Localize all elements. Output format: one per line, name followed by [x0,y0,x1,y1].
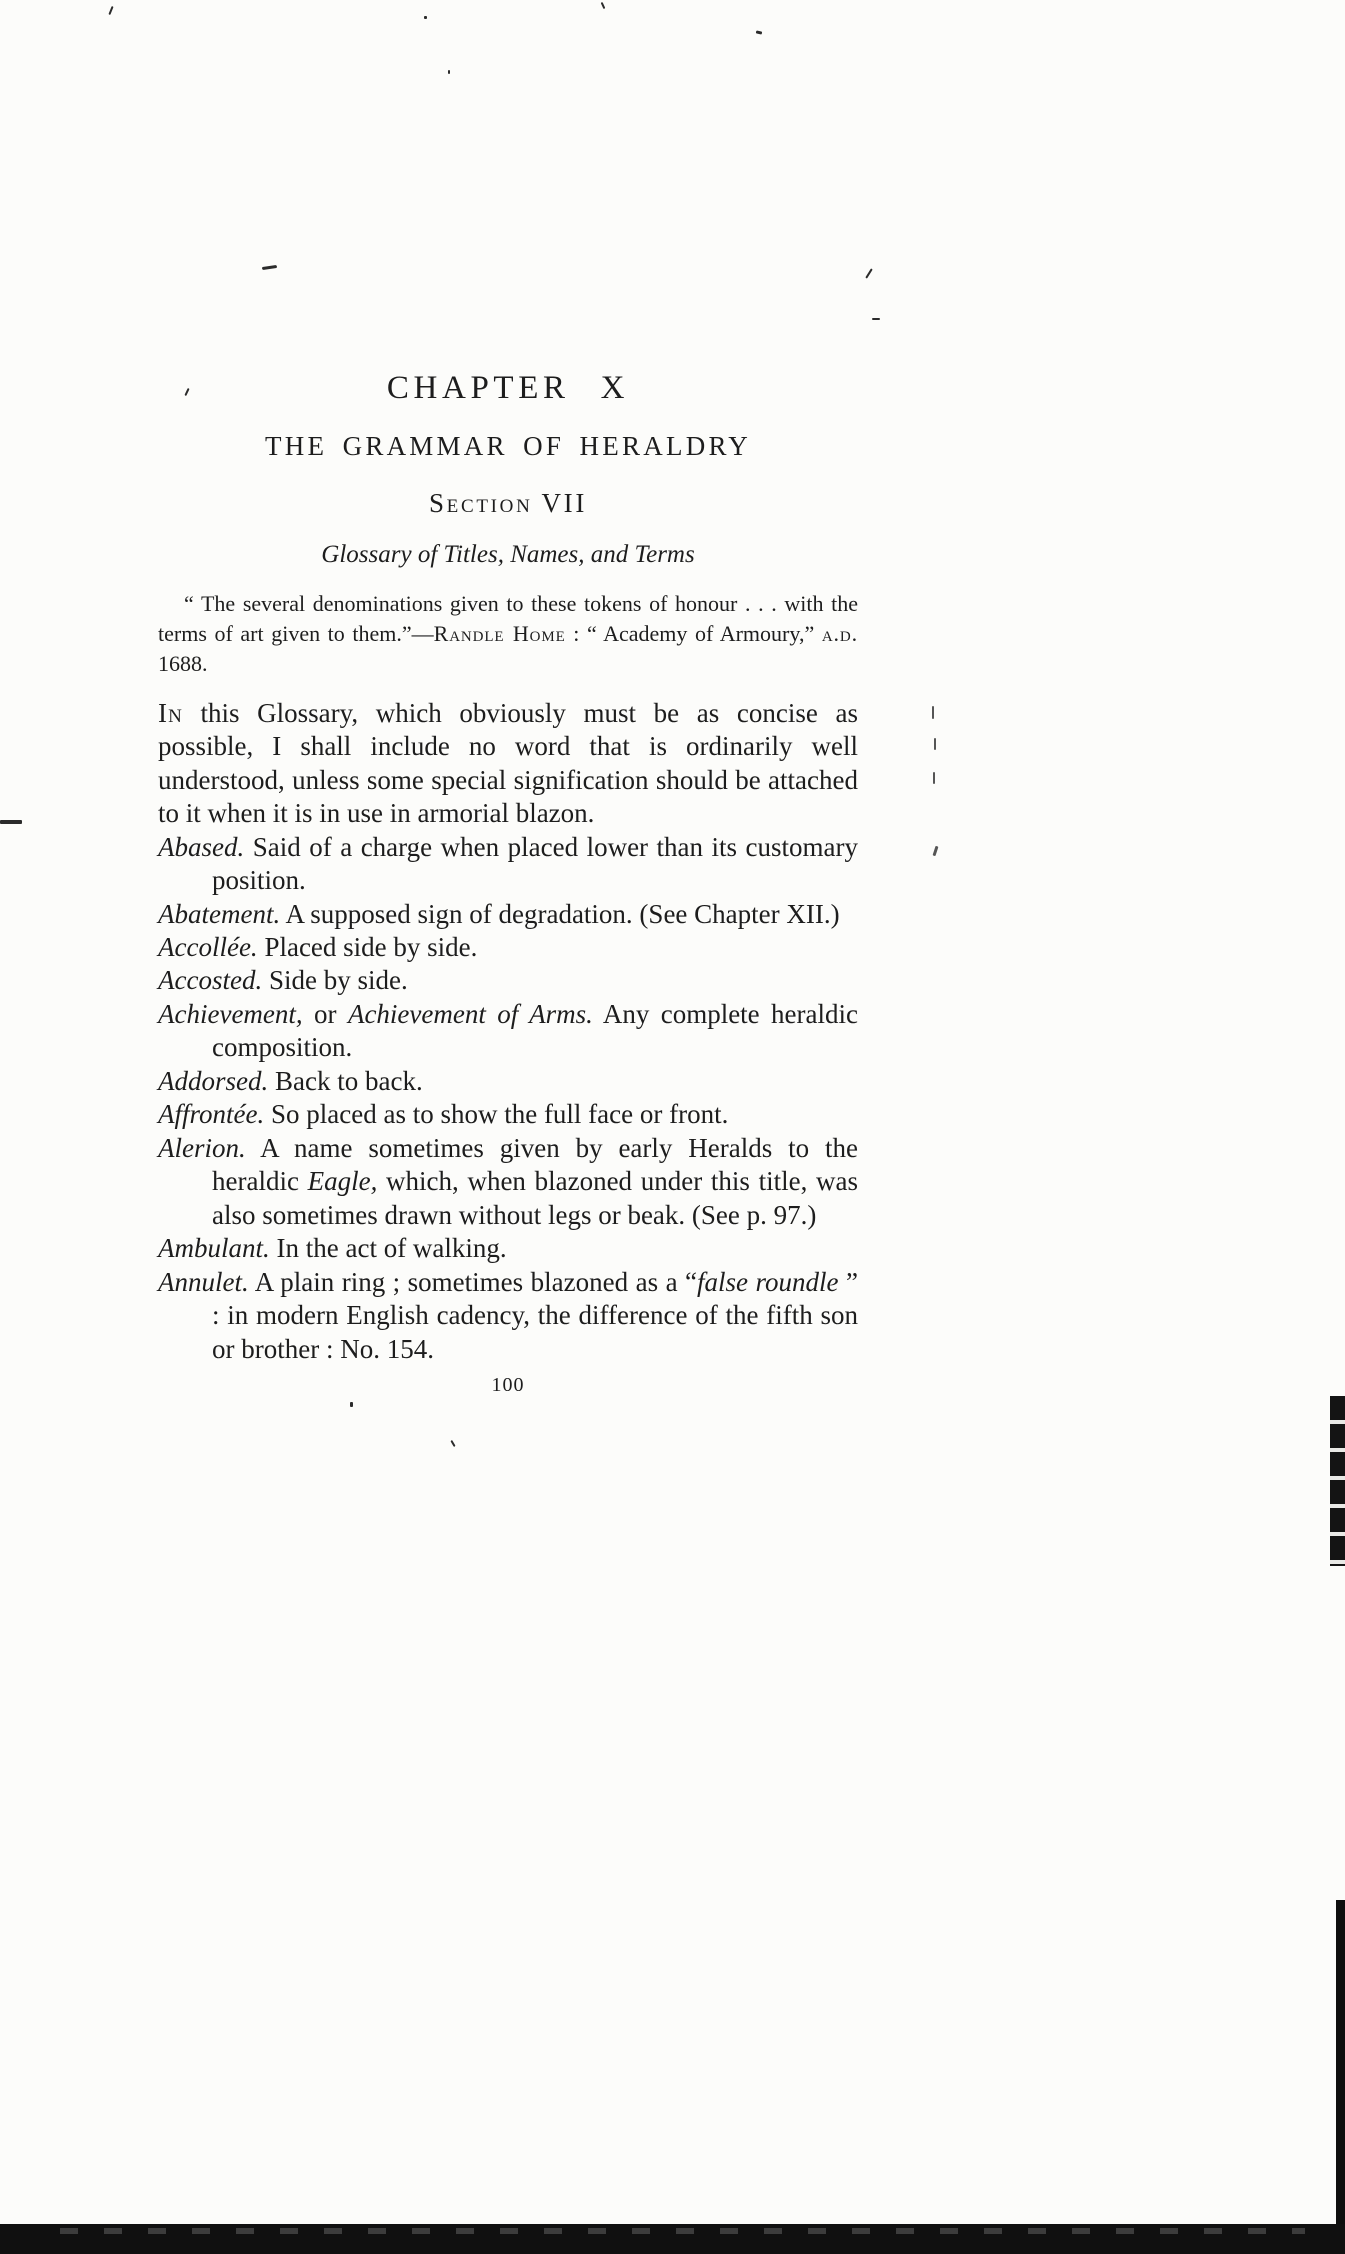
glossary-subtitle: Glossary of Titles, Names, and Terms [321,541,695,568]
italic-text: Accosted. [158,965,263,996]
plain-text: A supposed sign of degradation. (See Chapter XII.) [280,898,840,929]
plain-text: In the act of walking. [269,1233,507,1264]
glossary-list [158,831,858,1367]
italic-text: Annulet. [158,1266,249,1297]
scan-speck [108,6,113,15]
page-number: 100 [491,1374,525,1397]
italic-text: false roundle [697,1266,839,1297]
italic-text: Abatement. [158,898,281,929]
section-heading: Section VII [428,488,588,518]
italic-text: Achievement, [158,998,303,1029]
italic-text: Addorsed. [158,1065,269,1096]
scan-speck [933,846,939,856]
intro-paragraph [158,697,858,831]
book-title: THE GRAMMAR OF HERALDRY [264,431,751,461]
glossary-entry [158,964,858,997]
text-column [158,370,858,1397]
scan-speck [934,738,936,750]
plain-text: 1688. [158,650,208,676]
scan-edge-artifact [1336,1900,1345,2224]
smallcaps-text: In [158,697,183,728]
plain-text: Placed side by side. [257,932,478,962]
plain-text: Side by side. [262,965,408,996]
scan-speck [756,30,762,34]
italic-text: Ambulant. [158,1233,270,1264]
italic-text: Achievement of Arms. [347,998,593,1029]
scan-speck [262,265,277,270]
glossary-entry [158,1065,858,1098]
scan-speck [872,318,880,320]
plain-text: Any complete heraldic composition. [212,998,858,1063]
plain-text: A name sometimes given by early Heralds to the heraldic [212,1132,858,1197]
scan-speck [450,1440,455,1447]
italic-text: Alerion. [158,1132,246,1163]
scan-speck [601,2,606,9]
glossary-entry [158,1132,858,1232]
glossary-entry [158,1232,858,1265]
glossary-entry [158,898,858,931]
plain-text: Back to back. [268,1065,423,1096]
scan-edge-artifact [1330,1396,1345,1566]
epigraph [158,589,858,679]
scan-speck [350,1402,353,1407]
plain-text: A plain ring ; sometimes blazoned as a “ [248,1266,698,1297]
smallcaps-text: Randle Home [433,620,566,646]
scan-speck [448,70,450,74]
scan-speck [424,16,427,19]
plain-text: or [302,998,348,1029]
scan-speck [0,820,22,824]
scan-bottom-bar [0,2224,1345,2254]
glossary-entry [158,1098,858,1131]
glossary-entry [158,931,858,964]
scan-speck [933,772,935,784]
plain-text: : “ Academy of Armoury,” [565,620,822,646]
plain-text: “ The several denominations given to these tokens of honour . . . with the terms of art given to them.”— [158,591,858,646]
chapter-heading: CHAPTER X [386,370,630,406]
glossary-entry [158,998,858,1065]
glossary-entry [158,831,858,898]
plain-text: this Glossary, which obviously must be as concise as possible, I shall include no word that is ordinarily well understood, unless some special signification should be attached to it when it is in use in armorial blazon. [158,697,858,829]
italic-text: Affrontée. [158,1099,265,1130]
italic-text: Eagle, [307,1166,378,1197]
scan-speck [932,706,934,719]
scan-speck [865,268,873,278]
plain-text: which, when blazoned under this title, was also sometimes drawn without legs or beak. (See p. 97.) [212,1166,858,1230]
italic-text: Accollée. [158,932,258,962]
plain-text: So placed as to show the full face or front. [264,1099,729,1130]
glossary-entry [158,1266,858,1366]
italic-text: Abased. [158,831,245,862]
plain-text: ” : in modern English cadency, the difference of the fifth son or brother : No. 154. [212,1266,859,1364]
plain-text: Said of a charge when placed lower than its customary position. [212,831,858,896]
smallcaps-text: a.d. [821,620,858,646]
